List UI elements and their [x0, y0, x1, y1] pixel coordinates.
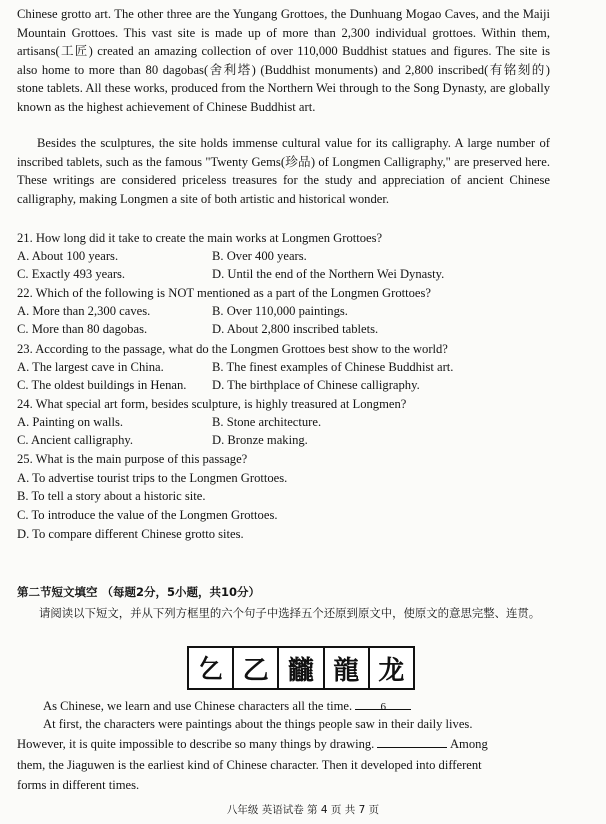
question-24-option-c[interactable]: C. Ancient calligraphy. — [17, 433, 133, 447]
section-2-instruction: 请阅读以下短文，并从下列方框里的六个句子中选择五个还原到原文中，使原文的意思完整、连贯。 — [39, 606, 541, 620]
question-25-stem: 25. What is the main purpose of this passage? — [17, 452, 248, 466]
question-25-option-b[interactable]: B. To tell a story about a historic site. — [17, 489, 206, 503]
question-23-option-d[interactable]: D. The birthplace of Chinese calligraphy. — [212, 378, 420, 392]
page-footer: 八年级 英语试卷 第 4 页 共 7 页 — [226, 804, 380, 816]
glyph-3: 龖 — [288, 655, 315, 686]
question-25-option-c[interactable]: C. To introduce the value of the Longmen Grottoes. — [17, 508, 278, 522]
question-21-option-d[interactable]: D. Until the end of the Northern Wei Dynasty. — [212, 267, 445, 281]
glyph-cell — [370, 648, 413, 688]
question-22-option-b[interactable]: B. Over 110,000 paintings. — [212, 304, 348, 318]
blank-6-number: 6 — [380, 701, 387, 713]
passage-line-3 — [17, 735, 488, 754]
question-25-option-d[interactable]: D. To compare different Chinese grotto sites. — [17, 527, 244, 541]
glyph-cell — [189, 648, 234, 688]
glyph-cell — [279, 648, 324, 688]
question-21-stem: 21. How long did it take to create the main works at Longmen Grottoes? — [17, 231, 383, 245]
question-24-option-b[interactable]: B. Stone architecture. — [212, 415, 322, 429]
glyph-cell — [234, 648, 279, 688]
glyph-4: 龍 — [333, 655, 360, 686]
question-23-stem: 23. According to the passage, what do the Longmen Grottoes best show to the world? — [17, 342, 448, 356]
question-23-option-c[interactable]: C. The oldest buildings in Henan. — [17, 378, 187, 392]
glyph-5: 龙 — [378, 655, 405, 686]
passage-line-3-end: Among — [449, 737, 488, 751]
reading-paragraph-1: Chinese grotto art. The other three are the Yungang Grottoes, the Dunhuang Mogao Caves, and the Maiji Mountain Grottoes. This vast site is made up of more than 2,300 individual grottoes. Within them, artisans(工匠) created an amazing collection of over 110,000 Buddhist statues and figures. The site is also home to more than 80 dagobas(舍利塔) (Buddhist monuments) and 2,800 inscribed(有铭刻的) stone tablets. All these works, produced from the Northern Wei through to the Song Dynasty, are globally known as the highest achievement of Chinese Buddhist art. — [17, 7, 550, 114]
question-24-option-a[interactable]: A. Painting on walls. — [17, 415, 123, 429]
reading-paragraph-2: Besides the sculptures, the site holds immense cultural value for its calligraphy. A large number of inscribed tablets, such as the famous "Twenty Gems(珍品) of Longmen Calligraphy," are preserved here. These writings are considered priceless treasures for the study and appreciation of ancient Chinese calligraphy, making Longmen a site of both artistic and historical wonder. — [17, 136, 550, 206]
passage-line-5: forms in different times. — [17, 778, 140, 792]
passage-line-3-text: However, it is quite impossible to describe so many things by drawing. — [17, 737, 375, 751]
blank-7[interactable] — [377, 735, 447, 748]
question-22-stem: 22. Which of the following is NOT mentioned as a part of the Longmen Grottoes? — [17, 286, 431, 300]
passage-line-2: At first, the characters were paintings about the things people saw in their daily lives. — [43, 717, 473, 731]
blank-6[interactable] — [355, 697, 411, 713]
passage-line-1 — [43, 697, 411, 716]
question-23-option-b[interactable]: B. The finest examples of Chinese Buddhist art. — [212, 360, 454, 374]
glyph-cell — [325, 648, 370, 688]
section-2-heading: 第二节短文填空 （每题2分，5小题，共10分） — [17, 585, 261, 599]
passage-line-1-text: As Chinese, we learn and use Chinese characters all the time. — [43, 699, 353, 713]
passage-line-4: them, the Jiaguwen is the earliest kind of Chinese character. Then it developed into different — [17, 758, 482, 772]
character-evolution-box — [187, 646, 415, 690]
question-22-option-c[interactable]: C. More than 80 dagobas. — [17, 322, 148, 336]
question-21-option-a[interactable]: A. About 100 years. — [17, 249, 119, 263]
question-21-option-b[interactable]: B. Over 400 years. — [212, 249, 307, 263]
question-22-option-d[interactable]: D. About 2,800 inscribed tablets. — [212, 322, 379, 336]
question-21-option-c[interactable]: C. Exactly 493 years. — [17, 267, 126, 281]
glyph-2: 乙 — [242, 655, 269, 686]
question-23-option-a[interactable]: A. The largest cave in China. — [17, 360, 164, 374]
question-25-option-a[interactable]: A. To advertise tourist trips to the Longmen Grottoes. — [17, 471, 288, 485]
question-24-option-d[interactable]: D. Bronze making. — [212, 433, 308, 447]
glyph-1: 𠃉 — [197, 654, 224, 685]
question-24-stem: 24. What special art form, besides sculpture, is highly treasured at Longmen? — [17, 397, 407, 411]
question-22-option-a[interactable]: A. More than 2,300 caves. — [17, 304, 151, 318]
